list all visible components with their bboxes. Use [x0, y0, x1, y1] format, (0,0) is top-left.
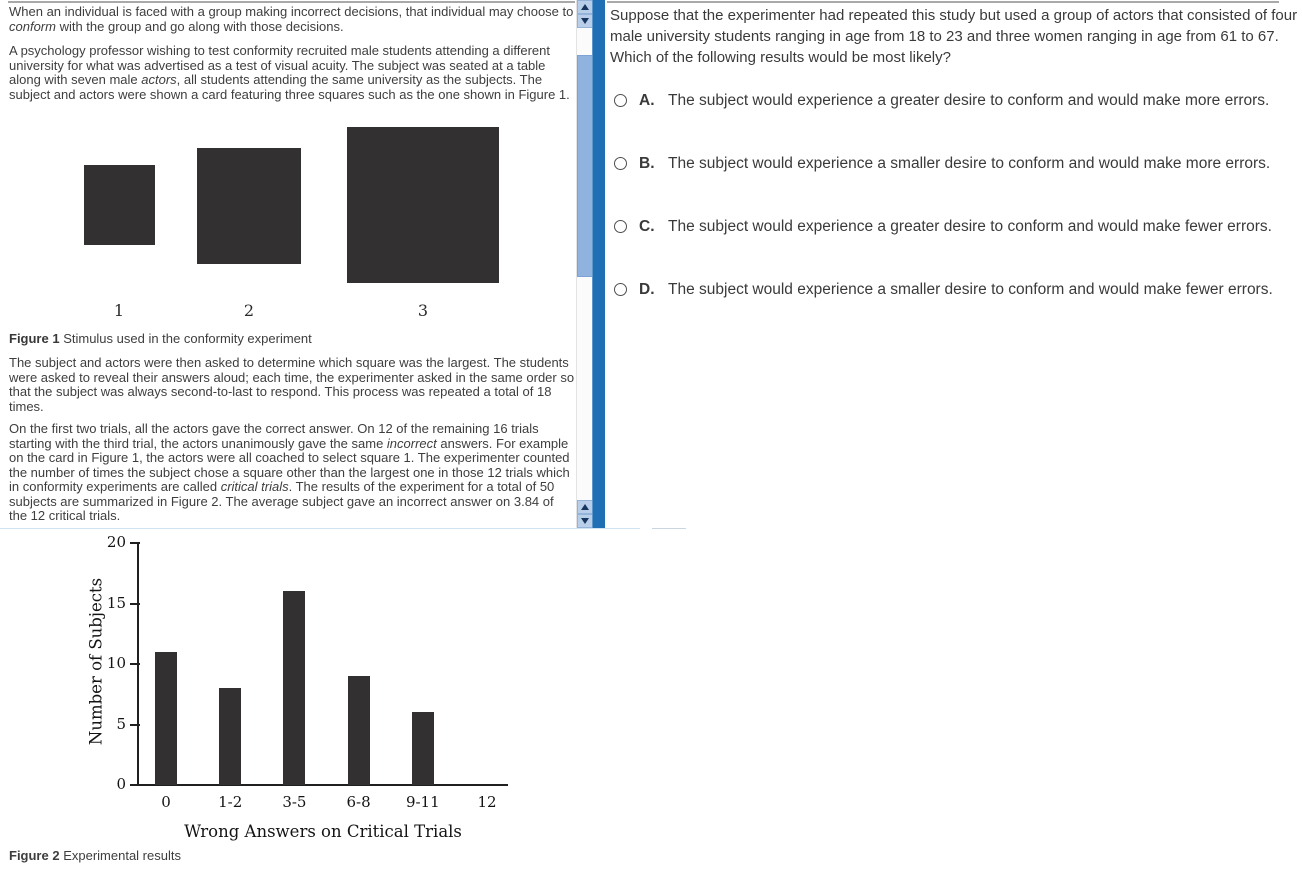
y-tick-label: 5: [116, 714, 126, 733]
y-tick-label: 20: [106, 533, 126, 551]
figure2-caption-title: Figure 2: [9, 848, 60, 863]
x-tick-label: 9-11: [405, 793, 440, 811]
x-tick-label: 12: [477, 793, 497, 811]
arrow-down-icon: [581, 18, 589, 24]
option-letter-b: B.: [639, 155, 655, 172]
answer-option-c[interactable]: [610, 218, 1300, 244]
option-text-c: The subject would experience a greater desire to conform and would make fewer errors.: [668, 218, 1272, 235]
emphasized-phrase: critical trials: [220, 479, 289, 494]
scrollbar-thumb[interactable]: [577, 55, 593, 277]
passage-paragraph-4: [9, 422, 575, 524]
x-tick-label: 1-2: [218, 793, 243, 811]
x-tick-label: 3-5: [282, 793, 307, 811]
emphasized-word: actors: [141, 72, 177, 87]
option-letter-d: D.: [639, 281, 655, 298]
panel-bottom-border: [0, 528, 640, 529]
scroll-down-button-bottom[interactable]: [577, 514, 593, 528]
scroll-up-button-top[interactable]: [577, 0, 593, 14]
bar-0: [155, 652, 177, 785]
paragraph-text: . The results of the experiment for a total of 50 subjects are summarized in Figure 2. The average subject gave an incorrect answer on 3.84 of the 12 critical trials.: [9, 479, 555, 523]
stimulus-square-2: [197, 148, 301, 264]
bar-3-5: [283, 591, 305, 785]
figure2-caption-text: Experimental results: [59, 848, 181, 863]
question-panel: [605, 0, 1302, 528]
arrow-down-icon: [581, 518, 589, 524]
bar-1-2: [219, 688, 241, 785]
radio-button-d[interactable]: [614, 283, 627, 296]
y-tick: [130, 724, 140, 726]
bar-6-8: [348, 676, 370, 785]
y-tick-label: 10: [106, 654, 126, 672]
option-text-a: The subject would experience a greater desire to conform and would make more errors.: [668, 92, 1270, 109]
radio-button-c[interactable]: [614, 220, 627, 233]
bar-9-11: [412, 712, 434, 785]
option-letter-a: A.: [639, 92, 655, 109]
y-tick-label: 15: [106, 593, 126, 612]
figure2-caption: [9, 848, 181, 863]
emphasized-word: incorrect: [386, 435, 437, 451]
x-axis-line: [138, 784, 508, 786]
figure1-caption-title: Figure 1: [9, 331, 60, 346]
paragraph-text: On the first two trials, all the actors gave the correct answer. On 12 of the remaining 16 trials starting with the third trial, the actors unanimously gave the same: [9, 421, 539, 451]
x-tick-label: 0: [161, 793, 171, 811]
scroll-down-button-top[interactable]: [577, 14, 593, 28]
option-text-d: The subject would experience a smaller desire to conform and would make fewer errors.: [668, 281, 1273, 298]
passage-panel-top-border: [8, 1, 575, 3]
paragraph-text: , all students attending the same university as the subjects. The subject and actors were shown a card featuring three squares such as the one shown in Figure 1.: [9, 72, 570, 102]
passage-paragraph-3: [9, 356, 575, 414]
paragraph-text: When an individual is faced with a group making incorrect decisions, that individual may choose to: [9, 4, 574, 19]
paragraph-text: A psychology professor wishing to test conformity recruited male students attending a different university for what was advertised as a test of visual acuity. The subject was seated at a table along with seven male: [9, 43, 550, 87]
option-text-b: The subject would experience a smaller desire to conform and would make more errors.: [668, 155, 1271, 172]
paragraph-text: answers. For example on the card in Figure 1, the actors were all coached to select square 1. The experimenter counted the number of times the subject chose a square other than the largest one in those 12 trials which in conformity experiments are called: [9, 435, 570, 494]
arrow-up-icon: [581, 504, 589, 510]
paragraph-text: with the group and go along with those decisions.: [55, 18, 344, 34]
y-tick: [130, 784, 140, 786]
question-text: Suppose that the experimenter had repeated this study but used a group of actors that consisted of four male university students ranging in age from 18 to 23 and three women ranging in age from 61 to 67. Which of the following results would be most likely?: [610, 7, 1298, 66]
answer-option-a[interactable]: [610, 92, 1300, 118]
chart-y-axis-title: Number of Subjects: [86, 577, 106, 746]
scroll-up-button-bottom[interactable]: [577, 500, 593, 514]
stimulus-square-1: [84, 165, 155, 245]
panel-divider: [592, 0, 605, 528]
figure1-caption-text: Stimulus used in the conformity experiment: [59, 331, 312, 346]
figure1-stimulus: [0, 125, 576, 325]
y-tick-label: 0: [116, 775, 126, 793]
panel-bottom-border-dash: [652, 528, 686, 529]
radio-button-a[interactable]: [614, 94, 627, 107]
paragraph-text: The subject and actors were then asked to determine which square was the largest. The students were asked to reveal their answers aloud; each time, the experimenter asked in the same order so that the subject was always second-to-last to respond. This process was repeated a total of 18 times.: [9, 355, 575, 414]
square-label-1: 1: [113, 301, 125, 320]
passage-panel: [0, 0, 576, 540]
answer-option-d[interactable]: [610, 281, 1300, 307]
square-label-3: 3: [417, 301, 429, 320]
option-letter-c: C.: [639, 218, 655, 235]
passage-paragraph-1: [9, 5, 575, 34]
emphasized-word: conform: [9, 18, 56, 34]
stimulus-square-3: [347, 127, 499, 283]
figure1-caption: [9, 331, 575, 346]
passage-scrollbar[interactable]: [576, 0, 592, 528]
radio-button-b[interactable]: [614, 157, 627, 170]
x-tick-label: 6-8: [346, 793, 371, 811]
y-tick: [130, 663, 140, 665]
passage-paragraph-2: [9, 44, 575, 102]
y-tick: [130, 603, 140, 605]
question-panel-top-border: [607, 1, 1279, 3]
answer-option-b[interactable]: [610, 155, 1300, 181]
chart-x-axis-title: Wrong Answers on Critical Trials: [184, 822, 462, 841]
y-tick: [130, 542, 140, 544]
arrow-up-icon: [581, 4, 589, 10]
square-label-2: 2: [243, 301, 255, 320]
figure2-bar-chart: [0, 530, 580, 848]
